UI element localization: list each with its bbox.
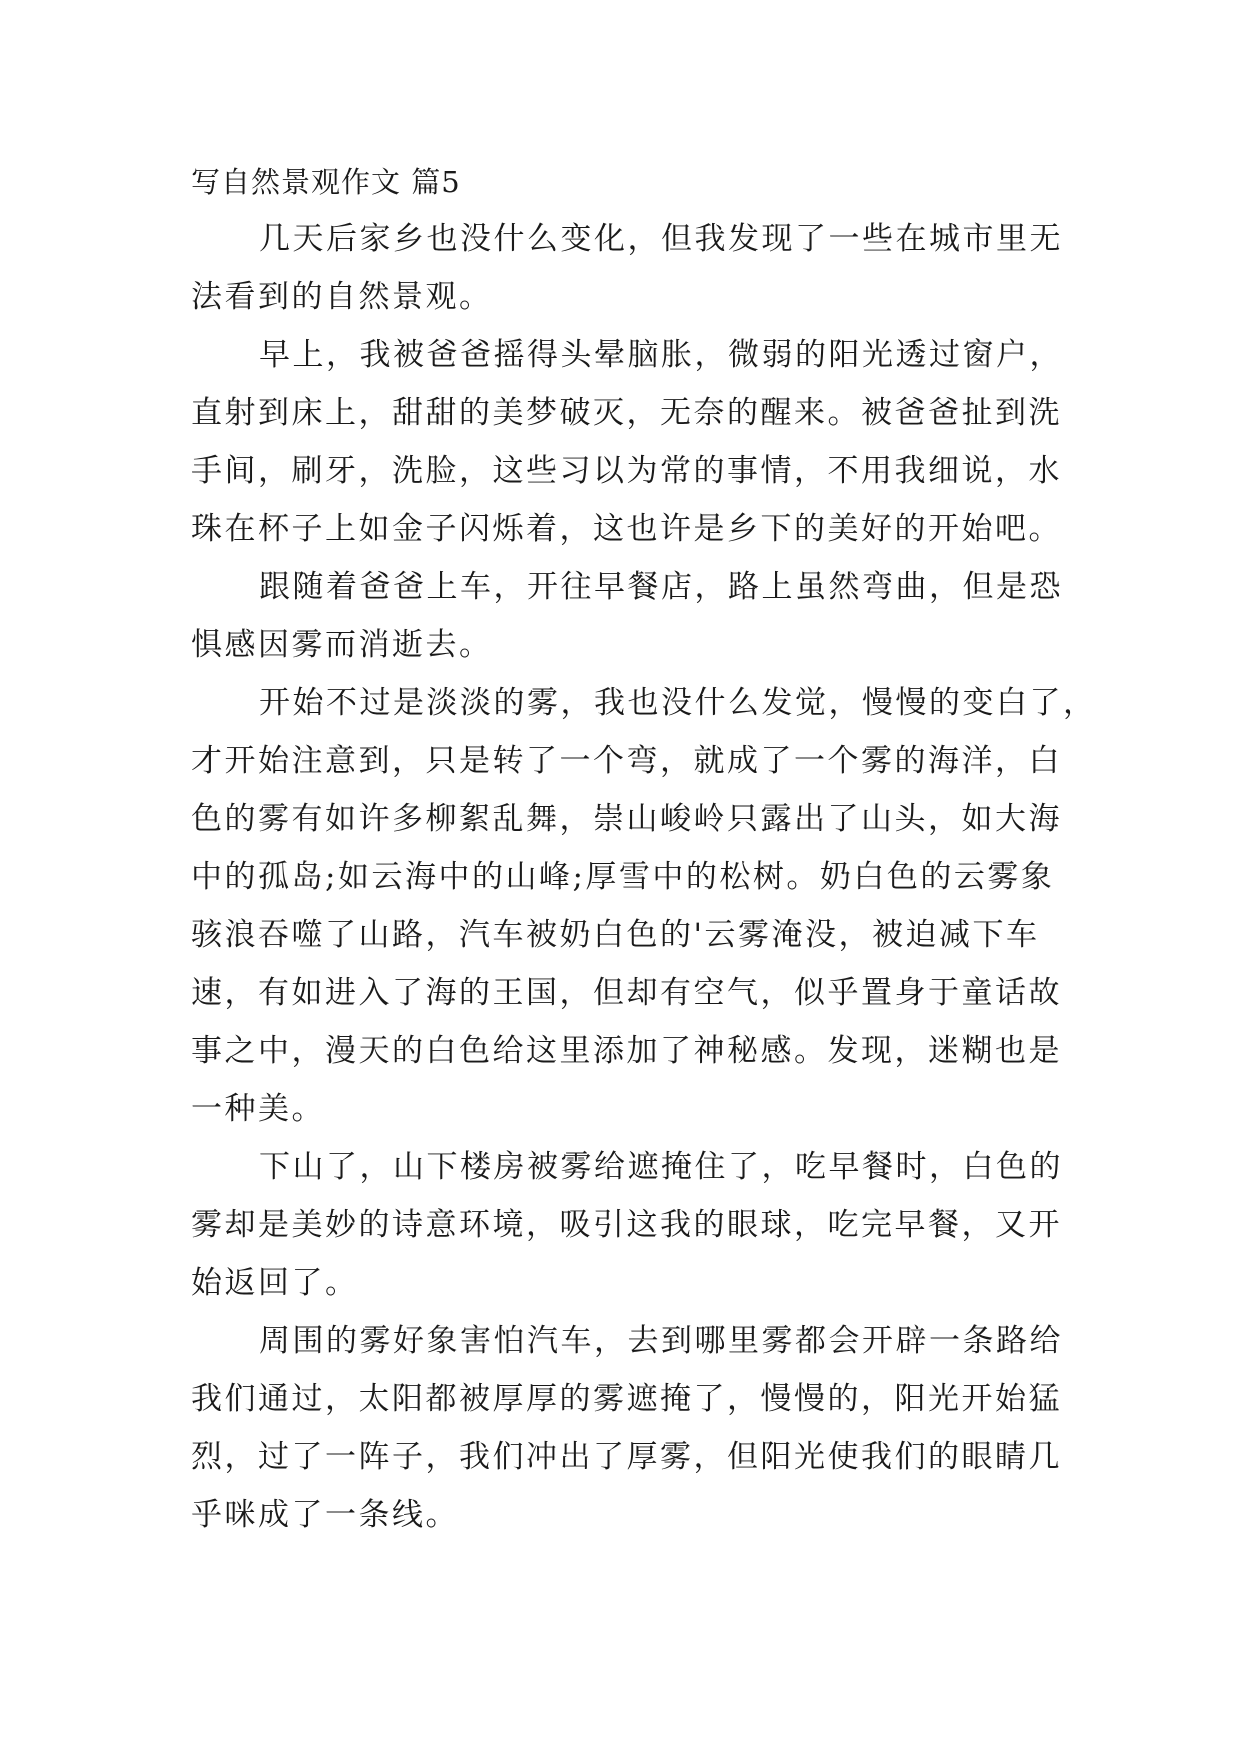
paragraph-line: 一种美。 [191,1091,325,1127]
paragraph-3 [191,558,1063,674]
paragraph-line: 跟随着爸爸上车，开往早餐店，路上虽然弯曲，但是恐 [259,569,1063,605]
paragraph-5 [191,1138,1063,1312]
paragraph-line: 始返回了。 [191,1265,359,1301]
paragraph-line: 色的雾有如许多柳絮乱舞，崇山峻岭只露出了山头，如大海 [191,801,1062,837]
document-page [191,160,1097,1544]
paragraph-line: 雾却是美妙的诗意环境，吸引这我的眼球，吃完早餐，又开 [191,1207,1062,1243]
paragraph-line: 速，有如进入了海的王国，但却有空气，似乎置身于童话故 [191,975,1062,1011]
paragraph-1 [191,210,1063,326]
paragraph-line: 早上，我被爸爸摇得头晕脑胀，微弱的阳光透过窗户， [259,337,1063,373]
paragraph-line: 几天后家乡也没什么变化，但我发现了一些在城市里无 [259,221,1063,257]
paragraph-line: 才开始注意到，只是转了一个弯，就成了一个雾的海洋，白 [191,743,1062,779]
paragraph-line: 直射到床上，甜甜的美梦破灭，无奈的醒来。被爸爸扯到洗 [191,395,1062,431]
paragraph-line: 下山了，山下楼房被雾给遮掩住了，吃早餐时，白色的 [259,1149,1063,1185]
paragraph-line: 事之中，漫天的白色给这里添加了神秘感。发现，迷糊也是 [191,1033,1062,1069]
paragraph-4 [191,674,1097,1138]
paragraph-line: 法看到的自然景观。 [191,279,493,315]
paragraph-line: 惧感因雾而消逝去。 [191,627,493,663]
paragraph-line: 烈，过了一阵子，我们冲出了厚雾，但阳光使我们的眼睛几 [191,1439,1062,1475]
paragraph-line: 珠在杯子上如金子闪烁着，这也许是乡下的美好的开始吧。 [191,511,1062,547]
paragraph-line: 骇浪吞噬了山路，汽车被奶白色的'云雾淹没，被迫减下车 [191,917,1040,953]
paragraph-line: 乎咪成了一条线。 [191,1497,459,1533]
paragraph-line: 中的孤岛;如云海中的山峰;厚雪中的松树。奶白色的云雾象 [191,859,1055,895]
paragraph-line: 我们通过，太阳都被厚厚的雾遮掩了，慢慢的，阳光开始猛 [191,1381,1062,1417]
paragraph-line: 周围的雾好象害怕汽车，去到哪里雾都会开辟一条路给 [259,1323,1063,1359]
paragraph-6 [191,1312,1063,1544]
document-title: 写自然景观作文 篇5 [191,165,461,199]
paragraph-line: 手间，刷牙，洗脸，这些习以为常的事情，不用我细说，水 [191,453,1062,489]
paragraph-line: 开始不过是淡淡的雾，我也没什么发觉，慢慢的变白了， [259,685,1097,721]
paragraph-2 [191,326,1063,558]
